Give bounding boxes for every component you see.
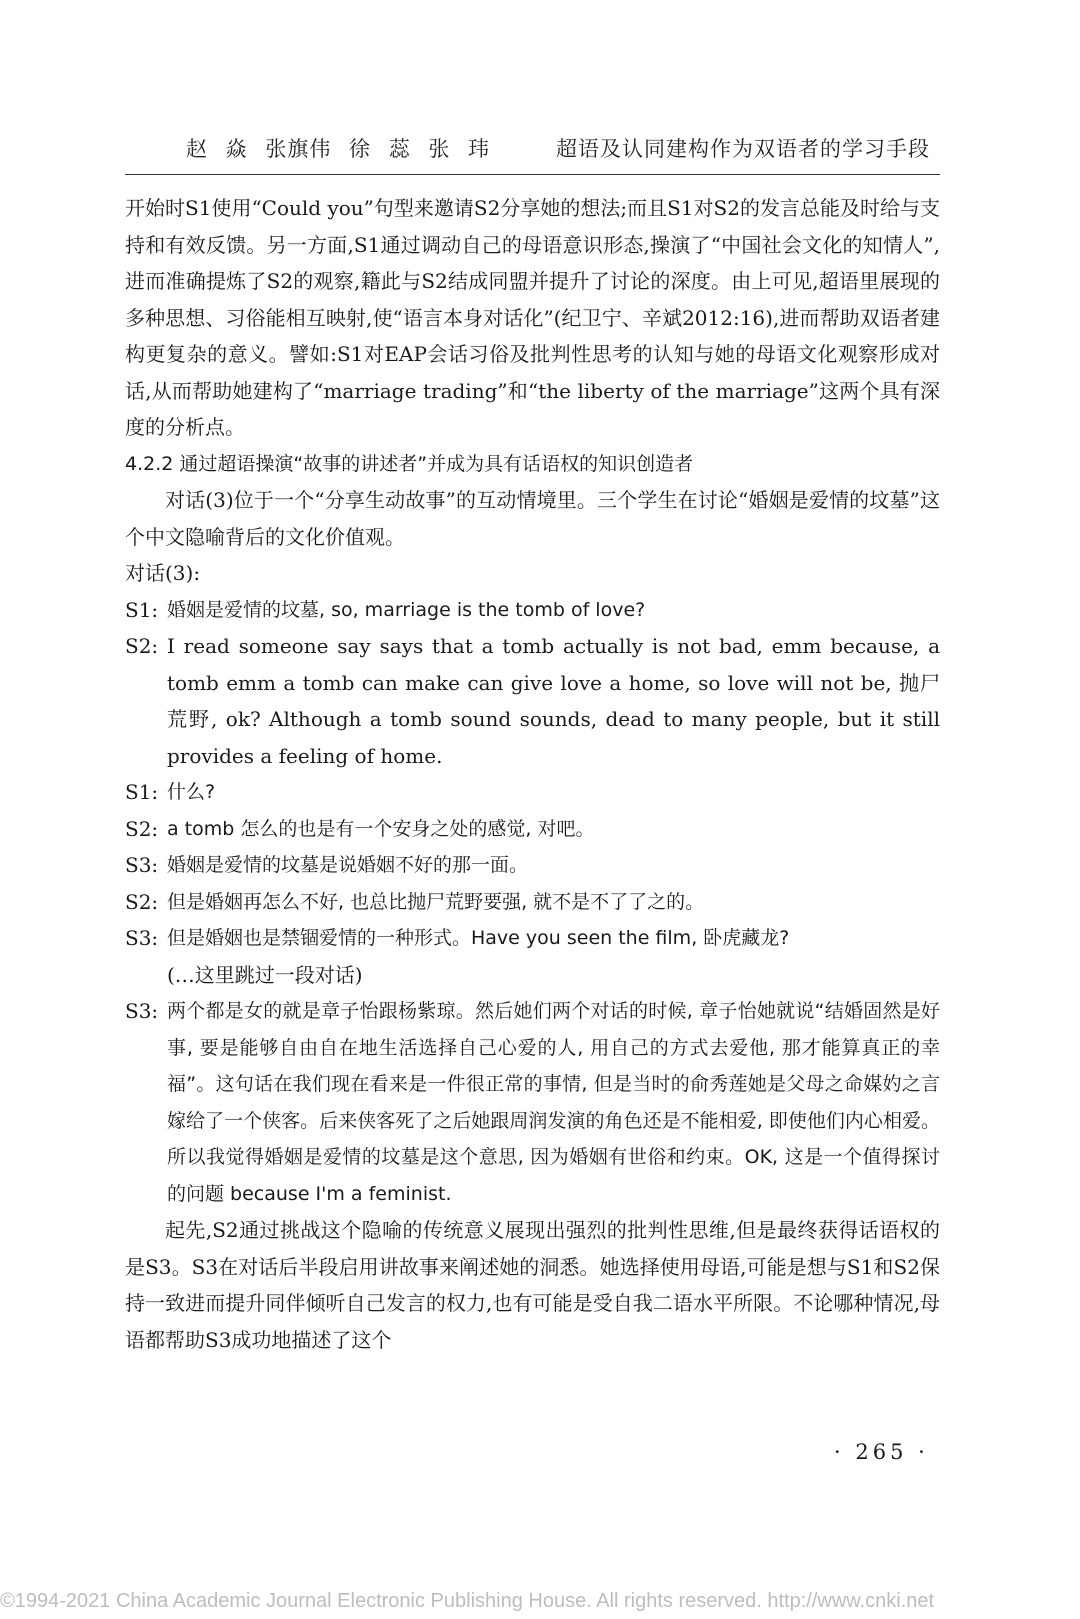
page-number: · 265 · [834, 1440, 929, 1464]
speaker: S3: [125, 853, 159, 877]
speaker: S2: [125, 634, 159, 658]
dialogue-line [125, 592, 940, 629]
paragraph-3: 起先,S2通过挑战这个隐喻的传统意义展现出强烈的批判性思维,但是最终获得话语权的是S3。S3在对话后半段启用讲故事来阐述她的洞悉。她选择使用母语,可能是想与S1和S2保持一致进而提升同伴倾听自己发言的权力,也有可能是受自我二语水平所限。不论哪种情况,母语都帮助S3成功地描述了这个 [125, 1218, 940, 1352]
utterance: a tomb 怎么的也是有一个安身之处的感觉, 对吧。 [167, 817, 595, 840]
header-title: 超语及认同建构作为双语者的学习手段 [556, 137, 930, 161]
speaker: S1: [125, 597, 159, 622]
speaker: S3: [125, 926, 159, 950]
section-heading: 4.2.2 通过超语操演“故事的讲述者”并成为具有话语权的知识创造者 [125, 452, 694, 475]
dialogue-line [125, 811, 940, 848]
utterance: 什么? [167, 781, 216, 803]
dialogue-line [125, 774, 940, 811]
header-authors: 赵 焱 张旗伟 徐 蕊 张 玮 [186, 137, 491, 161]
paragraph-2: 对话(3)位于一个“分享生动故事”的互动情境里。三个学生在讨论“婚姻是爱情的坟墓”这个中文隐喻背后的文化价值观。 [125, 488, 940, 549]
dialogue-line [125, 628, 940, 774]
paragraph-1: 开始时S1使用“Could you”句型来邀请S2分享她的想法;而且S1对S2的发言总能及时给与支持和有效反馈。另一方面,S1通过调动自己的母语意识形态,操演了“中国社会文化的知情人”,进而准确提炼了S2的观察,籍此与S2结成同盟并提升了讨论的深度。由上可见,超语里展现的多种思想、习俗能相互映射,使“语言本身对话化”(纪卫宁、辛斌2012:16),进而帮助双语者建构更复杂的意义。譬如:S1对EAP会话习俗及批判性思考的认知与她的母语文化观察形成对话,从而帮助她建构了“marriage trading”和“the liberty of the marriage”这两个具有深度的分析点。 [125, 196, 940, 439]
utterance: 两个都是女的就是章子怡跟杨紫琼。然后她们两个对话的时候, 章子怡她就说“结婚固然是好事, 要是能够自由自在地生活选择自己心爱的人, 用自己的方式去爱他, 那才能算真正的幸福”。这句话在我们现在看来是一件很正常的事情, 但是当时的俞秀莲她是父母之命媒妁之言嫁给了一个侠客。后来侠客死了之后她跟周润发演的角色还是不能相爱, 即使他们内心相爱。所以我觉得婚姻是爱情的坟墓是这个意思, 因为婚姻有世俗和约束。OK, 这是一个值得探讨的问题 because I'm a feminist. [167, 1000, 940, 1205]
dialogue-line [125, 993, 940, 1212]
dialogue-line [125, 884, 940, 921]
skip-note: (…这里跳过一段对话) [167, 962, 363, 987]
article-body [125, 190, 940, 1358]
dialogue-line [125, 847, 940, 884]
utterance: 婚姻是爱情的坟墓是说婚姻不好的那一面。 [167, 854, 529, 876]
copyright-footer: ©1994-2021 China Academic Journal Electronic Publishing House. All rights reserved. http://www.cnki.net [0, 1590, 935, 1612]
utterance: 婚姻是爱情的坟墓, so, marriage is the tomb of love? [167, 598, 646, 621]
header-rule [125, 174, 940, 175]
speaker: S2: [125, 889, 159, 914]
dialogue-line [125, 920, 940, 957]
utterance: 但是婚姻也是禁锢爱情的一种形式。Have you seen the film, 卧虎藏龙? [167, 927, 790, 949]
speaker: S2: [125, 816, 159, 841]
speaker: S1: [125, 780, 159, 804]
utterance: I read someone say says that a tomb actually is not bad, emm because, a tomb emm a tomb can make can give love a home, so love will not be, 抛尸荒野, ok? Although a tomb sound sounds, dead to many people, but it still provides a feeling of home. [167, 634, 940, 768]
utterance: 但是婚姻再怎么不好, 也总比抛尸荒野要强, 就不是不了了之的。 [167, 890, 705, 913]
speaker: S3: [125, 999, 159, 1023]
dialogue-label: 对话(3): [125, 561, 201, 585]
